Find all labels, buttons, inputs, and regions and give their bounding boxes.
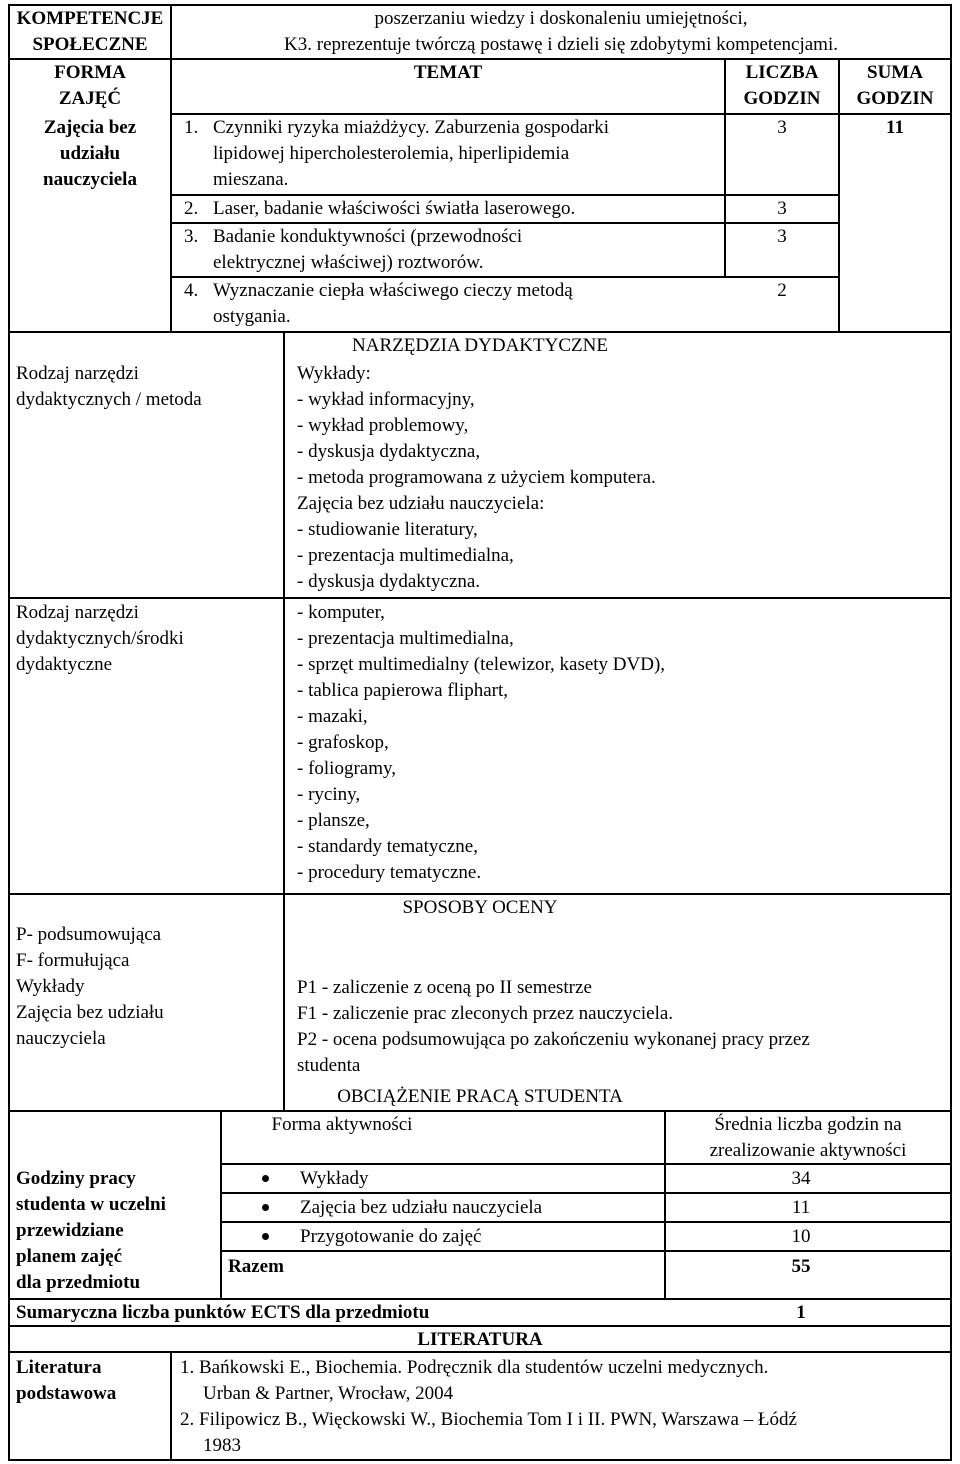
bullet-icon — [262, 1233, 269, 1240]
header-line: Średnia liczba godzin na — [714, 1114, 902, 1135]
topic-line: Wyznaczanie ciepła właściwego cieczy metodą — [213, 280, 573, 301]
topic-number: 4. — [184, 280, 199, 301]
list-item: - sprzęt multimedialny (telewizor, kasety DVD), — [297, 654, 666, 675]
form-line: udziału — [59, 143, 121, 164]
assessment-items — [297, 975, 810, 1079]
activity-hours: 10 — [791, 1226, 811, 1247]
total-label: Razem — [228, 1256, 284, 1277]
literature-label — [16, 1355, 116, 1407]
topic-hours: 3 — [777, 198, 787, 219]
topic-line: Badanie konduktywności (przewodności — [213, 226, 523, 247]
topic-number: 3. — [184, 226, 199, 247]
literature-header: LITERATURA — [417, 1329, 543, 1350]
literature-item: Urban & Partner, Wrocław, 2004 — [203, 1383, 454, 1404]
competences-label — [10, 6, 170, 58]
topic-text — [213, 278, 573, 330]
sum-header — [840, 60, 950, 112]
assessment-item: P2 - ocena podsumowująca po zakończeniu wykonanej pracy przez — [297, 1029, 810, 1050]
activity-hours: 34 — [791, 1168, 811, 1189]
label-line: dydaktycznych/środki — [16, 628, 184, 649]
list-item: - standardy tematyczne, — [297, 836, 478, 857]
means-label — [16, 600, 184, 678]
means-list — [297, 600, 665, 886]
legend-line: F- formułująca — [16, 950, 130, 971]
literature-item: 1983 — [203, 1435, 241, 1456]
legend-line: Wykłady — [16, 976, 85, 997]
list-item: - prezentacja multimedialna, — [297, 545, 514, 566]
assessment-item: P1 - zaliczenie z oceną po II semestrze — [297, 977, 592, 998]
topic-hours: 3 — [777, 226, 787, 247]
header-line: zrealizowanie aktywności — [709, 1140, 907, 1161]
form-label — [10, 60, 170, 112]
topic-hours: 2 — [777, 280, 787, 301]
label-line: dydaktycznych / metoda — [16, 389, 202, 410]
literature-item: 1. Bańkowski E., Biochemia. Podręcznik dla studentów uczelni medycznych. — [180, 1357, 769, 1378]
topic-text — [213, 115, 609, 193]
label-line: Rodzaj narzędzi — [16, 363, 139, 384]
list-item: - komputer, — [297, 602, 385, 623]
hours-header — [726, 60, 838, 112]
list-item: - prezentacja multimedialna, — [297, 628, 514, 649]
assessment-item: studenta — [297, 1055, 361, 1076]
ects-label: Sumaryczna liczba punktów ECTS dla przedmiotu — [16, 1302, 430, 1323]
label-line: podstawowa — [16, 1383, 117, 1404]
legend-line: P- podsumowująca — [16, 924, 162, 945]
label-line: planem zajęć — [16, 1246, 123, 1267]
label-line: przewidziane — [16, 1220, 124, 1241]
assessment-header: SPOSOBY OCENY — [402, 897, 558, 918]
label-line: KOMPETENCJE — [16, 8, 164, 29]
bullet-icon — [262, 1204, 269, 1211]
total-value: 55 — [791, 1256, 811, 1277]
topic-line: lipidowej hipercholesterolemia, hiperlipidemia — [213, 143, 570, 164]
list-item: - wykład informacyjny, — [297, 389, 475, 410]
label-line: Literatura — [16, 1357, 102, 1378]
list-item: - foliogramy, — [297, 758, 397, 779]
text-line: K3. reprezentuje twórczą postawę i dzieli się zdobytymi kompetencjami. — [284, 34, 838, 55]
form-type — [10, 115, 170, 193]
list-item: - plansze, — [297, 810, 370, 831]
literature-list — [180, 1355, 797, 1459]
avg-header — [666, 1112, 950, 1164]
topic-text — [213, 224, 522, 276]
list-item: - wykład problemowy, — [297, 415, 469, 436]
assessment-item: F1 - zaliczenie prac zleconych przez nauczyciela. — [297, 1003, 674, 1024]
header-line: LICZBA — [745, 62, 819, 83]
methods-label — [16, 361, 202, 413]
literature-item: 2. Filipowicz B., Więckowski W., Biochemia Tom I i II. PWN, Warszawa – Łódź — [180, 1409, 797, 1430]
bullet-icon — [262, 1175, 269, 1182]
legend-line: nauczyciela — [16, 1028, 106, 1049]
topics-total: 11 — [886, 117, 904, 138]
header-line: GODZIN — [743, 88, 821, 109]
list-item: - dyskusja dydaktyczna, — [297, 441, 481, 462]
form-line: Zajęcia bez — [43, 117, 137, 138]
list-item: - studiowanie literatury, — [297, 519, 478, 540]
assessment-legend — [16, 922, 164, 1052]
topic-line: mieszana. — [213, 169, 289, 190]
label-line: dydaktyczne — [16, 654, 113, 675]
topic-text: Laser, badanie właściwości światła laserowego. — [213, 198, 576, 219]
activity-hours: 11 — [791, 1197, 811, 1218]
list-item: - metoda programowana z użyciem komputera. — [297, 467, 656, 488]
topic-line: elektrycznej właściwej) roztworów. — [213, 252, 484, 273]
list-item: - mazaki, — [297, 706, 368, 727]
topic-line: ostygania. — [213, 306, 291, 327]
topic-number: 1. — [184, 117, 199, 138]
label-line: Godziny pracy — [16, 1168, 136, 1189]
workload-header: OBCIĄŻENIE PRACĄ STUDENTA — [337, 1086, 623, 1107]
list-item: - grafoskop, — [297, 732, 389, 753]
header-line: SUMA — [867, 62, 923, 83]
list-item: - procedury tematyczne. — [297, 862, 482, 883]
list-item: - ryciny, — [297, 784, 361, 805]
label-line: studenta w uczelni — [16, 1194, 166, 1215]
list-item: - tablica papierowa fliphart, — [297, 680, 509, 701]
activity-header: Forma aktywności — [271, 1114, 413, 1135]
list-item: - dyskusja dydaktyczna. — [297, 571, 481, 592]
competences-text — [172, 6, 950, 58]
header-line: GODZIN — [856, 88, 934, 109]
tools-header: NARZĘDZIA DYDAKTYCZNE — [352, 335, 608, 356]
topic-number: 2. — [184, 198, 199, 219]
ects-value: 1 — [796, 1302, 806, 1323]
selfstudy-label: Zajęcia bez udziału nauczyciela: — [297, 493, 545, 514]
label-line: dla przedmiotu — [16, 1272, 141, 1293]
activity-name: Wykłady — [300, 1168, 369, 1189]
legend-line: Zajęcia bez udziału — [16, 1002, 164, 1023]
activity-name: Zajęcia bez udziału nauczyciela — [300, 1197, 543, 1218]
activity-name: Przygotowanie do zajęć — [300, 1226, 482, 1247]
label-line: Rodzaj narzędzi — [16, 602, 139, 623]
workload-row-label — [16, 1166, 166, 1296]
label-line: SPOŁECZNE — [32, 34, 148, 55]
form-line: nauczyciela — [43, 169, 137, 190]
topic-header: TEMAT — [413, 62, 483, 83]
label-line: FORMA — [54, 62, 126, 83]
lectures-label: Wykłady: — [297, 363, 371, 384]
methods-list — [297, 361, 656, 595]
label-line: ZAJĘĆ — [58, 88, 122, 109]
topic-hours: 3 — [777, 117, 787, 138]
topic-line: Czynniki ryzyka miażdżycy. Zaburzenia gospodarki — [213, 117, 610, 138]
text-line: poszerzaniu wiedzy i doskonaleniu umiejętności, — [374, 8, 748, 29]
